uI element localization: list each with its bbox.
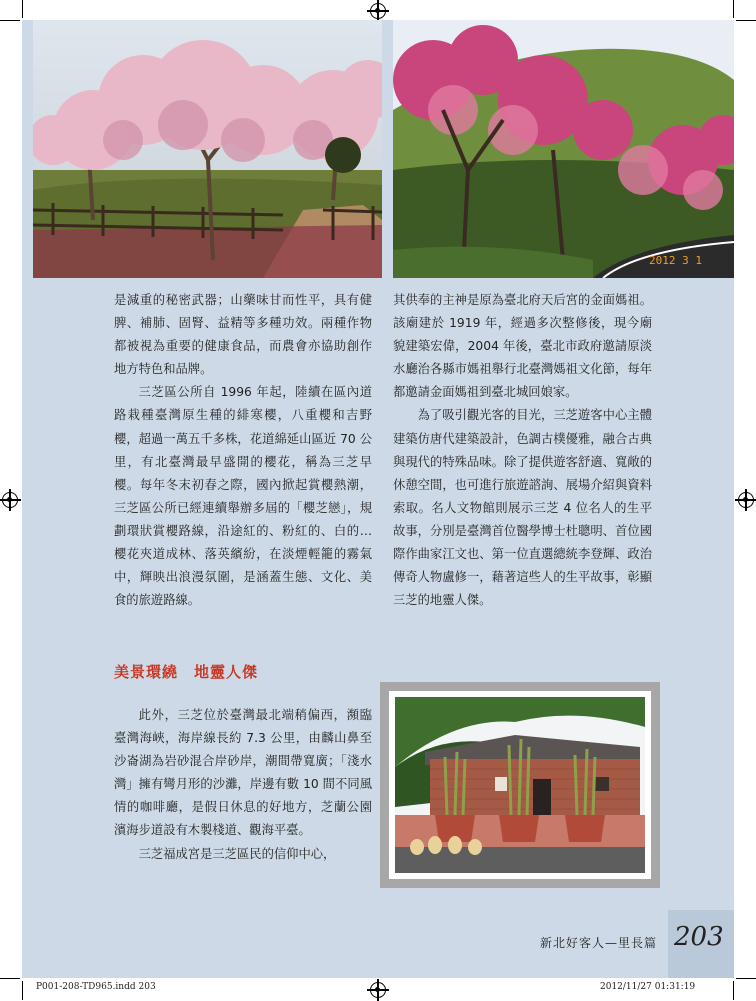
article-column-right — [393, 289, 652, 612]
crop-mark — [22, 981, 23, 1000]
paragraph: 為了吸引觀光客的目光，三芝遊客中心主體建築仿唐代建築設計，色調古樸優雅，融合古典與現代的特殊品味。除了提供遊客舒適、寬敞的休憩空間，也可進行旅遊諮詢、展場介紹與資料索取。名人文物館則展示三芝 4 位名人的生平故事，分別是臺灣首位醫學博士杜聰明、首位國際作曲家江文也、第一位直選總統李登輝、政治傳奇人物盧修一，藉著這些人的生平故事，彰顯三芝的地靈人傑。 — [393, 408, 652, 608]
print-slug-right: 2012/11/27 01:31:19 — [600, 982, 696, 992]
crop-mark — [736, 978, 756, 979]
section-heading: 美景環繞 地靈人傑 — [114, 663, 259, 681]
paragraph: 是減重的秘密武器；山藥味甘而性平，具有健脾、補肺、固腎、益精等多種功效。兩種作物都被視為重要的健康食品，而農會亦協助創作地方特色和品牌。 — [114, 293, 372, 377]
paragraph: 三芝區公所自 1996 年起，陸續在區內道路栽種臺灣原生種的緋寒櫻，八重櫻和吉野櫻，超過一萬五千多株，花道綿延山區近 70 公里，有北臺灣最早盛開的櫻花，稱為三芝早櫻。每年冬末初春之際，國內掀起賞櫻熱潮，三芝區公所已經連續舉辦多屆的「櫻芝戀」，規劃環狀賞櫻路線，沿途紅的、粉紅的、白的…櫻花夾道成林、落英繽紛，在淡煙輕籠的霧氣中，輝映出浪漫氛圍，是涵蓋生態、文化、美食的旅遊路線。 — [114, 385, 372, 608]
photo-cherry-blossom-park — [33, 20, 382, 278]
page-number: 203 — [674, 922, 724, 952]
date-stamp: 2012 3 1 — [649, 254, 702, 267]
registration-mark-icon — [370, 982, 386, 998]
paragraph: 此外，三芝位於臺灣最北端稍偏西，瀕臨臺灣海峽，海岸線長約 7.3 公里，由麟山鼻至沙崙湖為岩砂混合岸砂岸，潮間帶寬廣；「淺水灣」擁有彎月形的沙灘，岸邊有數 10 間不同風情的咖啡廳，是假日休息的好地方，芝蘭公園濱海步道設有木製棧道、觀海平臺。 — [114, 708, 372, 838]
print-slug-left: P001-208-TD965.indd 203 — [36, 982, 156, 992]
crop-mark — [22, 0, 23, 18]
registration-mark-icon — [738, 492, 754, 508]
paragraph: 三芝福成宮是三芝區民的信仰中心， — [138, 846, 336, 861]
photo-sakura-hillside-road — [393, 20, 734, 278]
crop-mark — [736, 20, 756, 21]
article-column-left-bottom — [114, 704, 372, 866]
crop-mark — [733, 0, 734, 18]
footer-publication-title: 新北好客人—里長篇 — [540, 936, 658, 950]
registration-mark-icon — [2, 492, 18, 508]
crop-mark — [0, 20, 20, 21]
paragraph: 其供奉的主神是原為臺北府天后宮的金面媽祖。該廟建於 1919 年，經過多次整修後，現今廟貌建築宏偉，2004 年後，臺北市政府邀請原淡水廳治各縣市媽祖舉行北臺灣媽祖文化節，每年都邀請金面媽祖到臺北城回娘家。 — [393, 293, 652, 400]
crop-mark — [0, 978, 20, 979]
photo-brick-house — [395, 697, 645, 873]
article-column-left — [114, 289, 372, 612]
crop-mark — [733, 981, 734, 1000]
registration-mark-icon — [370, 3, 386, 19]
